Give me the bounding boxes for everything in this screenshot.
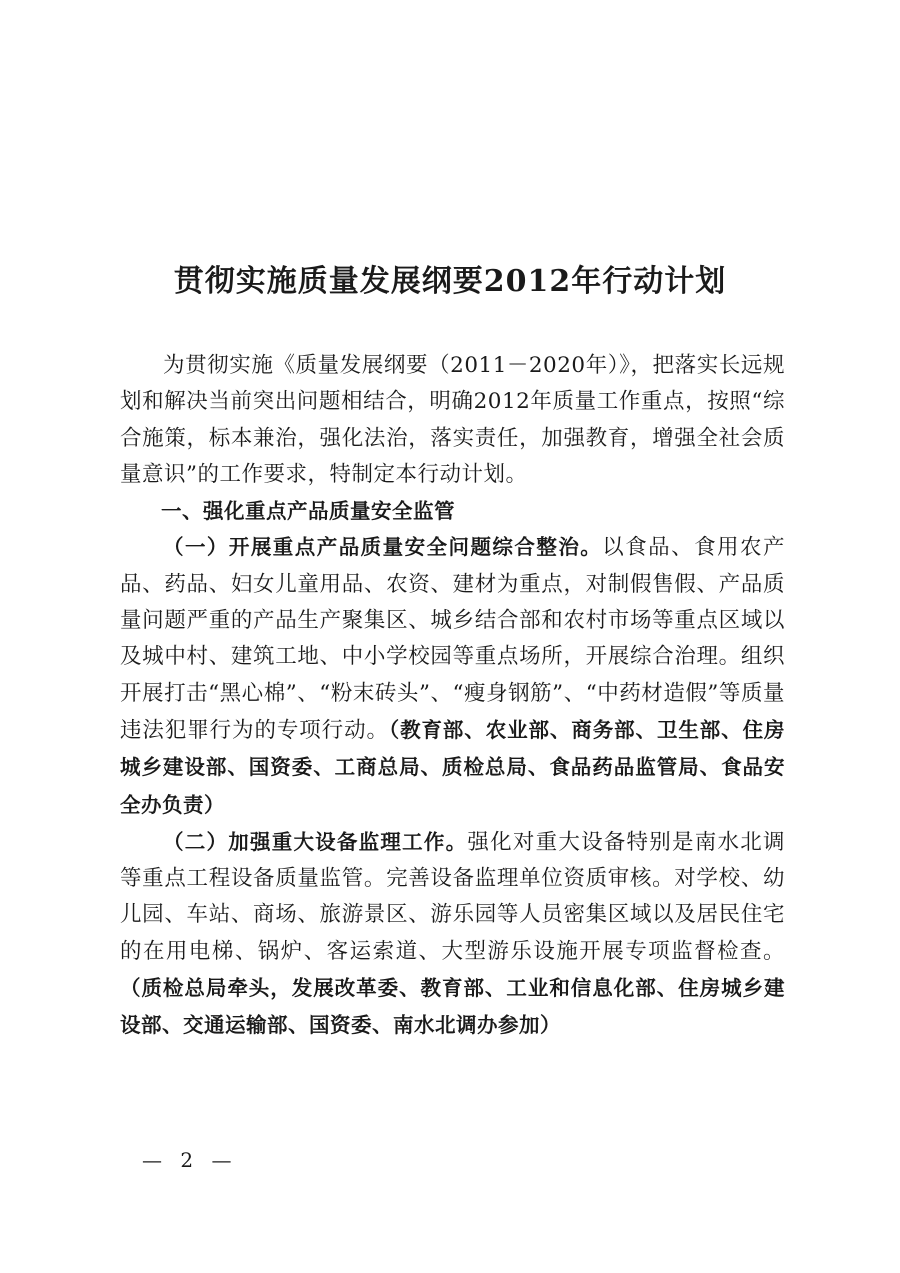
item-2-responsibility: （质检总局牵头，发展改革委、教育部、工业和信息化部、住房城乡建设部、交通运输部、国资委、南水北调办参加） [120, 976, 785, 1038]
item-1-paragraph [120, 529, 785, 823]
item-1-text: 以食品、食用农产品、药品、妇女儿童用品、农资、建材为重点，对制假售假、产品质量问题严重的产品生产聚集区、城乡结合部和农村市场等重点区域以及城中村、建筑工地、中小学校园等重点场所，开展综合治理。组织开展打击“黑心棉”、“粉末砖头”、“瘦身钢筋”、“中药材造假”等质量违法犯罪行为的专项行动。 [120, 535, 785, 743]
document-body [120, 348, 785, 1045]
item-2-paragraph [120, 824, 785, 1045]
item-2-lead: （二）加强重大设备监理工作。 [163, 829, 468, 854]
page-number: — 2 — [142, 1148, 238, 1172]
item-1-responsibility: （教育部、农业部、商务部、卫生部、住房城乡建设部、国资委、工商总局、质检总局、食品药品监管局、食品安全办负责） [120, 717, 785, 817]
section-1-heading: 一、强化重点产品质量安全监管 [161, 499, 455, 524]
item-2-text: 强化对重大设备特别是南水北调等重点工程设备质量监管。完善设备监理单位资质审核。对学校、幼儿园、车站、商场、旅游景区、游乐园等人员密集区域以及居民住宅的在用电梯、锅炉、客运索道、大型游乐设施开展专项监督检查。 [120, 829, 785, 964]
intro-paragraph: 为贯彻实施《质量发展纲要（2011－2020年）》，把落实长远规划和解决当前突出问题相结合，明确2012年质量工作重点，按照“综合施策，标本兼治，强化法治，落实责任，加强教育，增强全社会质量意识”的工作要求，特制定本行动计划。 [120, 353, 785, 487]
item-1-lead: （一）开展重点产品质量安全问题综合整治。 [163, 535, 603, 560]
document-title: 贯彻实施质量发展纲要2012年行动计划 [173, 264, 727, 299]
